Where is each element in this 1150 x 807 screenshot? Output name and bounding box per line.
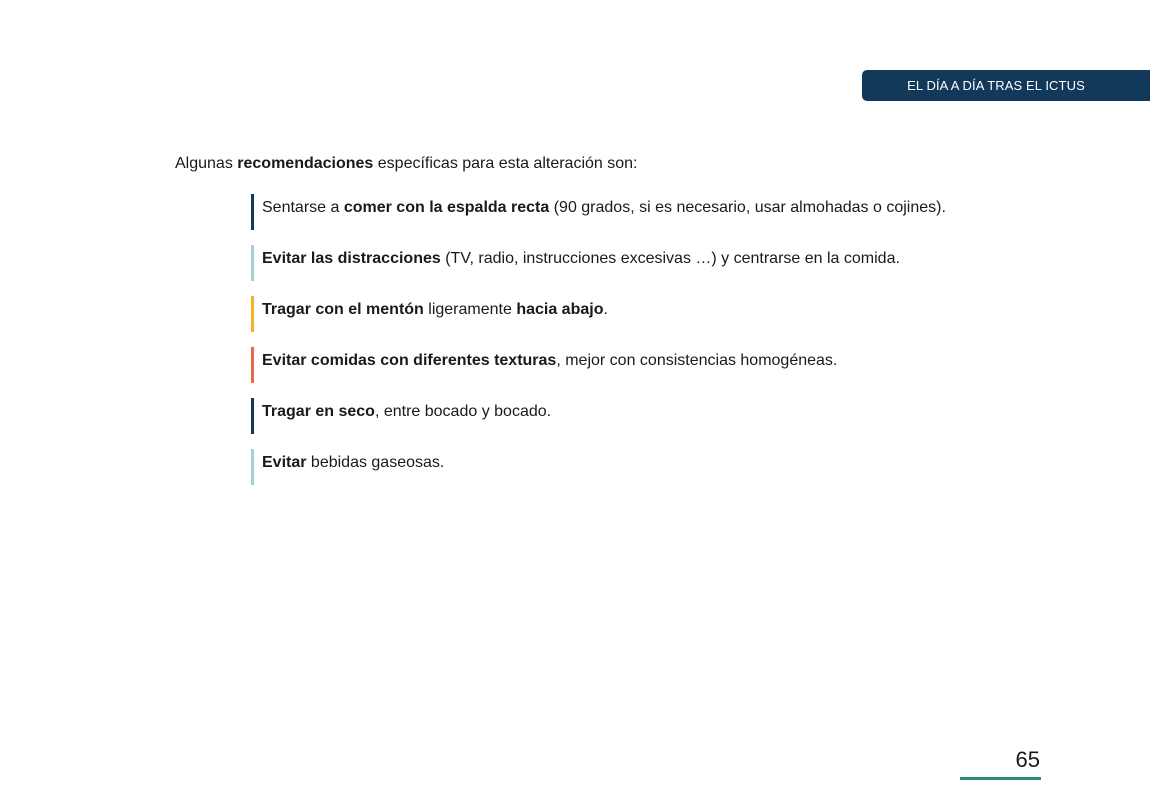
recommendation-color-bar [251,296,254,332]
recommendations-list [251,194,946,500]
recommendation-text: . [603,301,608,318]
recommendation-text-bold: Evitar las distracciones [262,250,441,267]
recommendation-item [251,347,946,383]
intro-text-bold: recomendaciones [237,155,374,172]
recommendation-item [251,449,946,485]
page-number: 65 [1015,747,1040,772]
recommendation-text: (TV, radio, instrucciones excesivas …) y centrarse en la comida. [440,250,900,267]
recommendation-color-bar [251,347,254,383]
intro-text-before: Algunas [175,155,238,172]
recommendation-color-bar [251,245,254,281]
recommendation-text-bold: Tragar en seco [262,403,375,420]
recommendation-text-bold: Evitar comidas con diferentes texturas [262,352,557,369]
recommendation-text: (90 grados, si es necesario, usar almohadas o cojines). [549,199,946,216]
recommendation-item [251,296,946,332]
recommendation-color-bar [251,194,254,230]
recommendation-text: Sentarse a [262,199,344,216]
recommendation-text: , entre bocado y bocado. [374,403,552,420]
section-header-banner [862,70,1150,101]
page-number-underline [960,777,1041,780]
recommendation-item [251,245,946,281]
recommendation-color-bar [251,449,254,485]
recommendation-text: bebidas gaseosas. [306,454,445,471]
recommendation-text-bold: Tragar con el mentón [262,301,424,318]
recommendation-item [251,194,946,230]
recommendation-text-bold: comer con la espalda recta [343,199,550,216]
intro-paragraph [175,153,637,175]
section-header-title: EL DÍA A DÍA TRAS EL ICTUS [907,78,1085,93]
recommendation-item [251,398,946,434]
recommendation-text: ligeramente [423,301,517,318]
recommendation-color-bar [251,398,254,434]
recommendation-text: , mejor con consistencias homogéneas. [556,352,838,369]
recommendation-text-bold: Evitar [262,454,307,471]
recommendation-text-bold: hacia abajo [516,301,604,318]
intro-text-after: específicas para esta alteración son: [373,155,638,172]
